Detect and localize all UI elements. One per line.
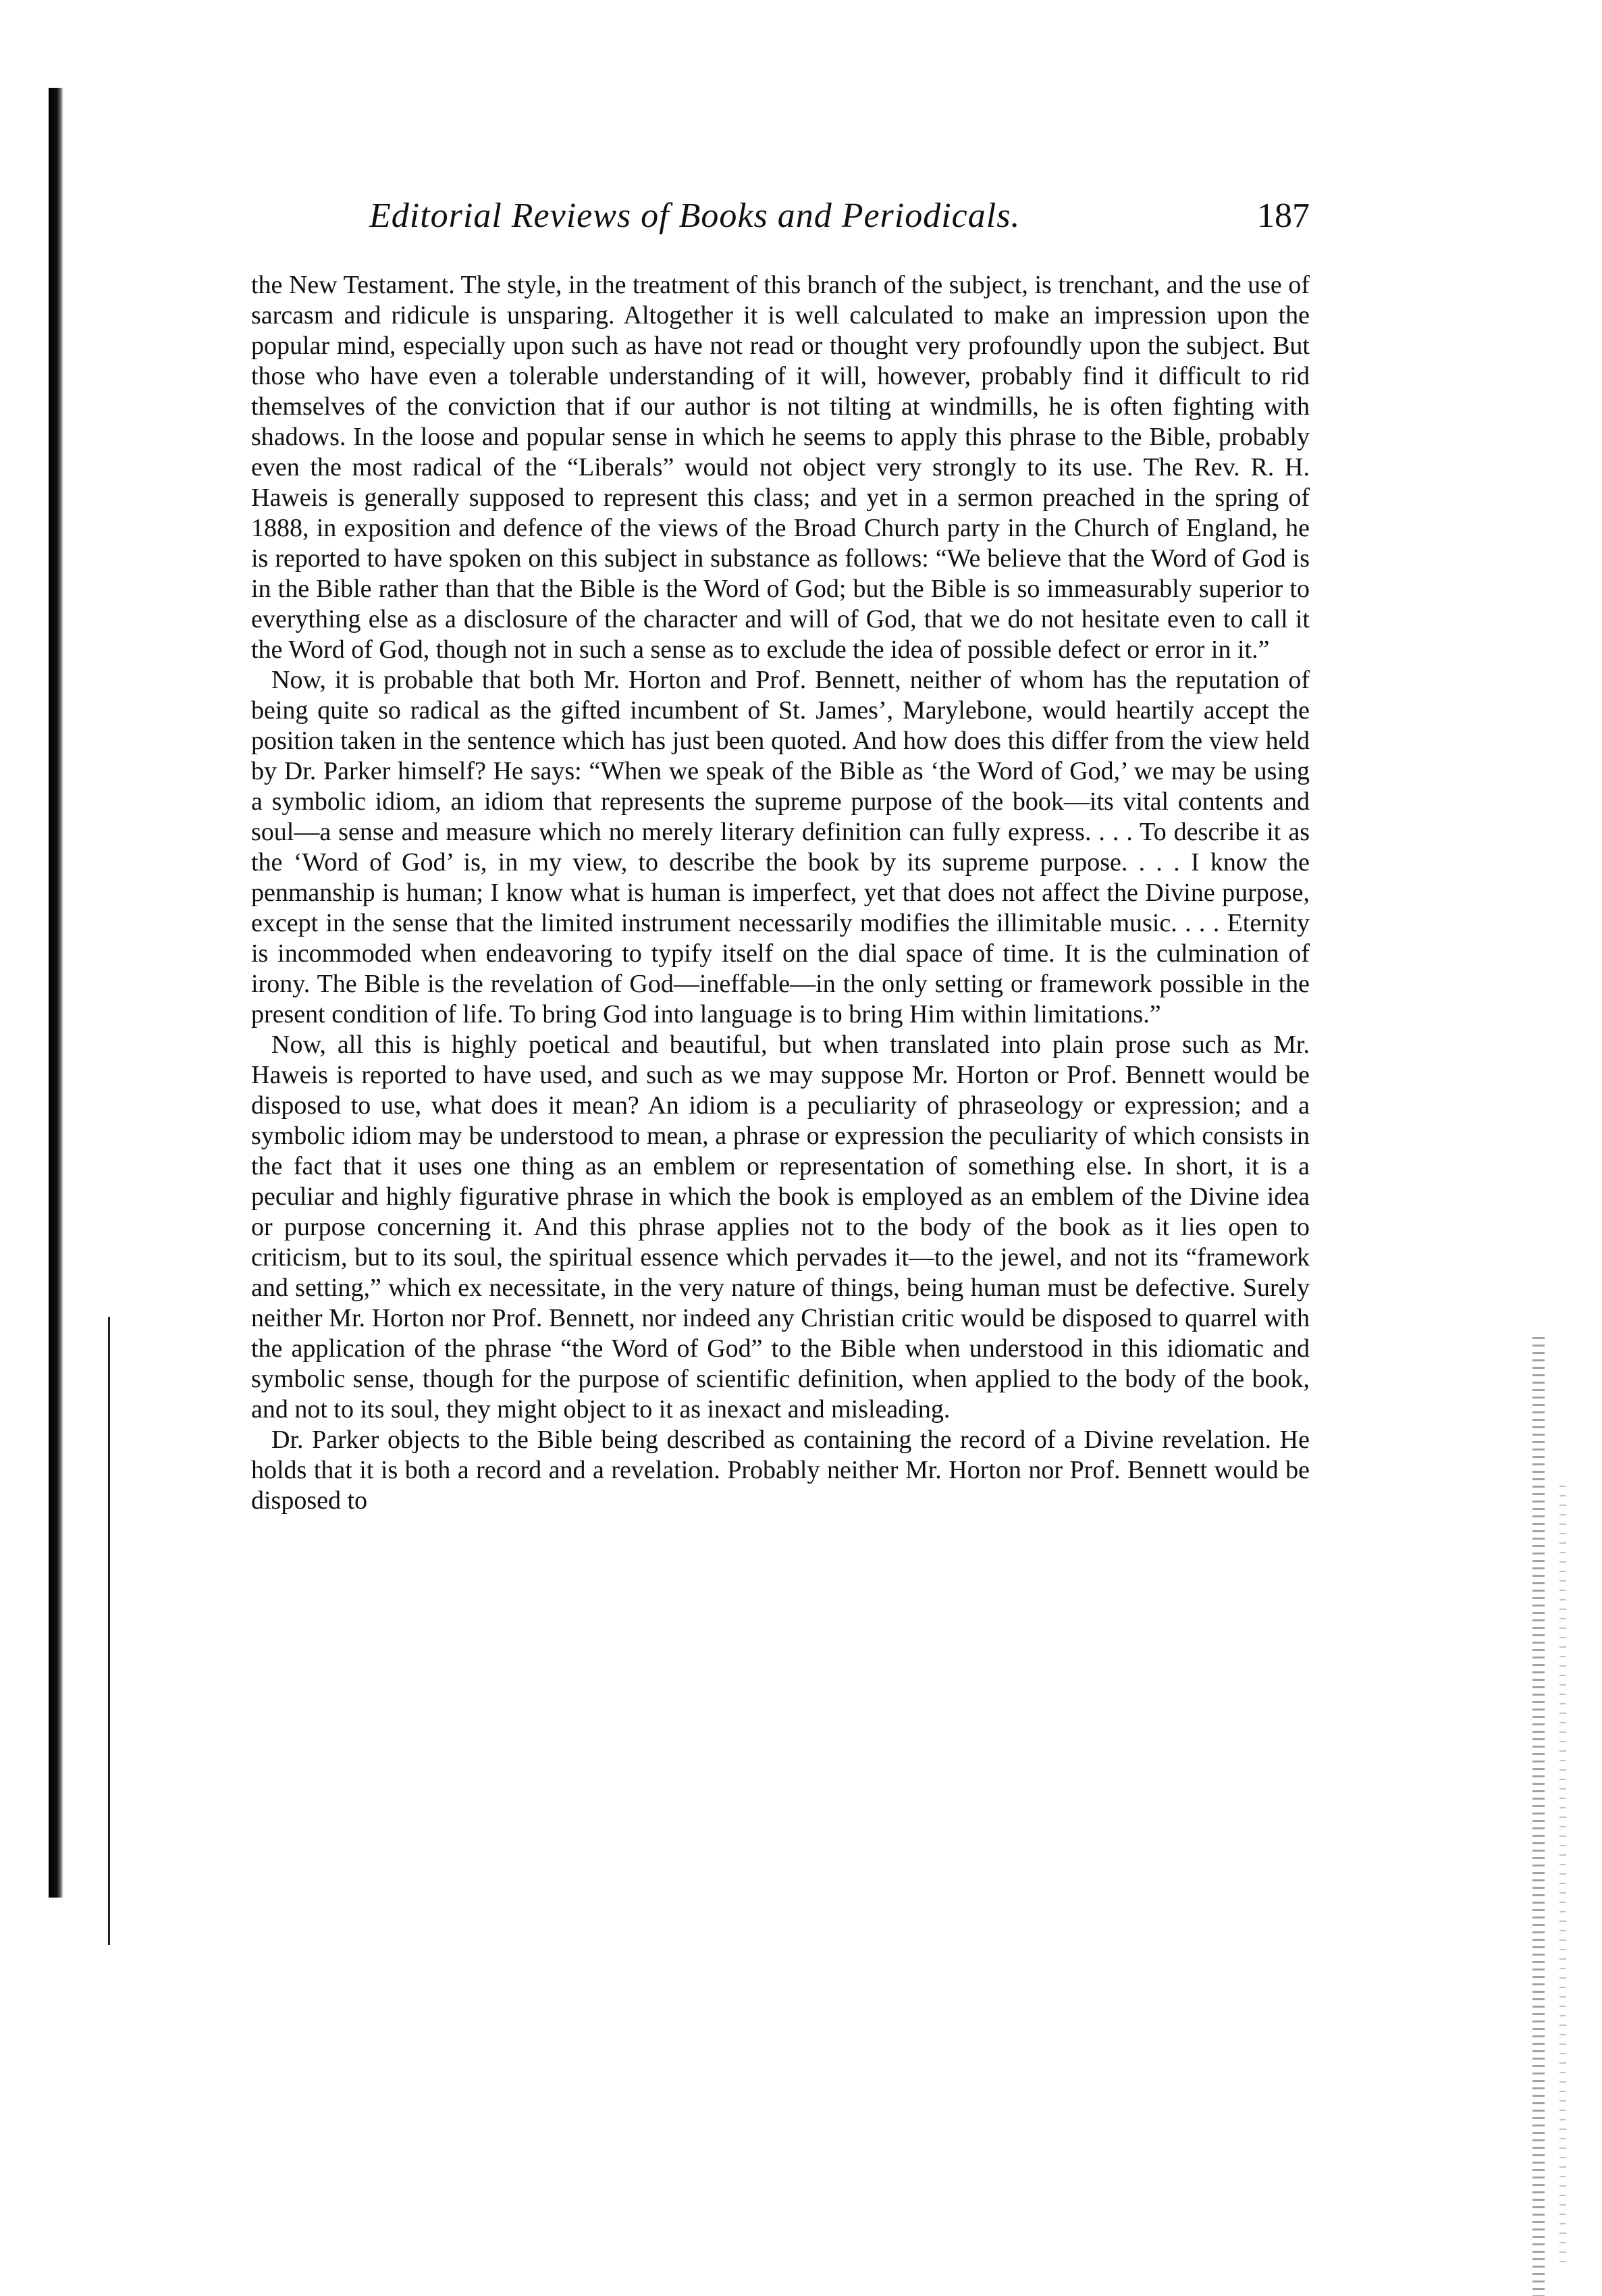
scan-margin-line bbox=[108, 1317, 110, 1945]
scan-bleed-through bbox=[1532, 1337, 1545, 2296]
paragraph-3: Now, all this is highly poetical and beautiful, but when translated into plain prose such as Mr. Haweis is reported to have used, and such as we may suppose Mr. Horton or Prof. Bennett would be disposed to use, what does it mean? An idiom is a peculiarity of phraseology or expression; and a symbolic idiom may be understood to mean, a phrase or expression the peculiarity of which consists in the fact that it uses one thing as an emblem or representation of something else. In short, it is a peculiar and highly figurative phrase in which the book is employed as an emblem of the Divine idea or purpose concerning it. And this phrase applies not to the body of the book as it lies open to criticism, but to its soul, the spiritual essence which pervades it—to the jewel, and not its “framework and setting,” which ex necessitate, in the very nature of things, being human must be defective. Surely neither Mr. Horton nor Prof. Bennett, nor indeed any Christian critic would be disposed to quarrel with the application of the phrase “the Word of God” to the Bible when understood in this idiomatic and symbolic sense, though for the purpose of scientific definition, when applied to the body of the book, and not to its soul, they might object to it as inexact and misleading. bbox=[251, 1030, 1310, 1424]
paragraph-1: the New Testament. The style, in the treatment of this branch of the subject, is trenchant, and the use of sarcasm and ridicule is unsparing. Altogether it is well calculated to make an impression upon the popular mind, especially upon such as have not read or thought very profoundly upon the subject. But those who have even a tolerable understanding of it will, however, probably find it difficult to rid themselves of the conviction that if our author is not tilting at windmills, he is often fighting with shadows. In the loose and popular sense in which he seems to apply this phrase to the Bible, probably even the most radical of the “Liberals” would not object very strongly to its use. The Rev. R. H. Haweis is generally supposed to represent this class; and yet in a sermon preached in the spring of 1888, in exposition and defence of the views of the Broad Church party in the Church of England, he is reported to have spoken on this subject in substance as follows: “We believe that the Word of God is in the Bible rather than that the Bible is the Word of God; but the Bible is so immeasurably superior to everything else as a disclosure of the character and will of God, that we do not hesitate even to call it the Word of God, though not in such a sense as to exclude the idea of possible defect or error in it.” bbox=[251, 271, 1310, 664]
book-page bbox=[251, 196, 1310, 1516]
running-head bbox=[251, 196, 1310, 236]
paragraph-2: Now, it is probable that both Mr. Horton and Prof. Bennett, neither of whom has the reputation of being quite so radical as the gifted incumbent of St. James’, Marylebone, would heartily accept the position taken in the sentence which has just been quoted. And how does this differ from the view held by Dr. Parker himself? He says: “When we speak of the Bible as ‘the Word of God,’ we may be using a symbolic idiom, an idiom that represents the supreme purpose of the book—its vital contents and soul—a sense and measure which no merely literary definition can fully express. . . . To describe it as the ‘Word of God’ is, in my view, to describe the book by its supreme purpose. . . . I know the penmanship is human; I know what is human is imperfect, yet that does not affect the Divine purpose, except in the sense that the limited instrument necessarily modifies the illimitable music. . . . Eternity is incommoded when endeavoring to typify itself on the dial space of time. It is the culmination of irony. The Bible is the revelation of God—ineffable—in the only setting or framework possible in the present condition of life. To bring God into language is to bring Him within limitations.” bbox=[251, 666, 1310, 1028]
paragraph-4: Dr. Parker objects to the Bible being described as containing the record of a Divine revelation. He holds that it is both a record and a revelation. Probably neither Mr. Horton nor Prof. Bennett would be disposed to bbox=[251, 1426, 1310, 1515]
scan-bleed-through-secondary bbox=[1559, 1486, 1566, 2262]
body-text bbox=[251, 270, 1310, 1516]
page-number: 187 bbox=[1257, 197, 1310, 235]
running-title: Editorial Reviews of Books and Periodicals. bbox=[369, 197, 1021, 235]
scan-binding-edge bbox=[49, 88, 63, 1898]
